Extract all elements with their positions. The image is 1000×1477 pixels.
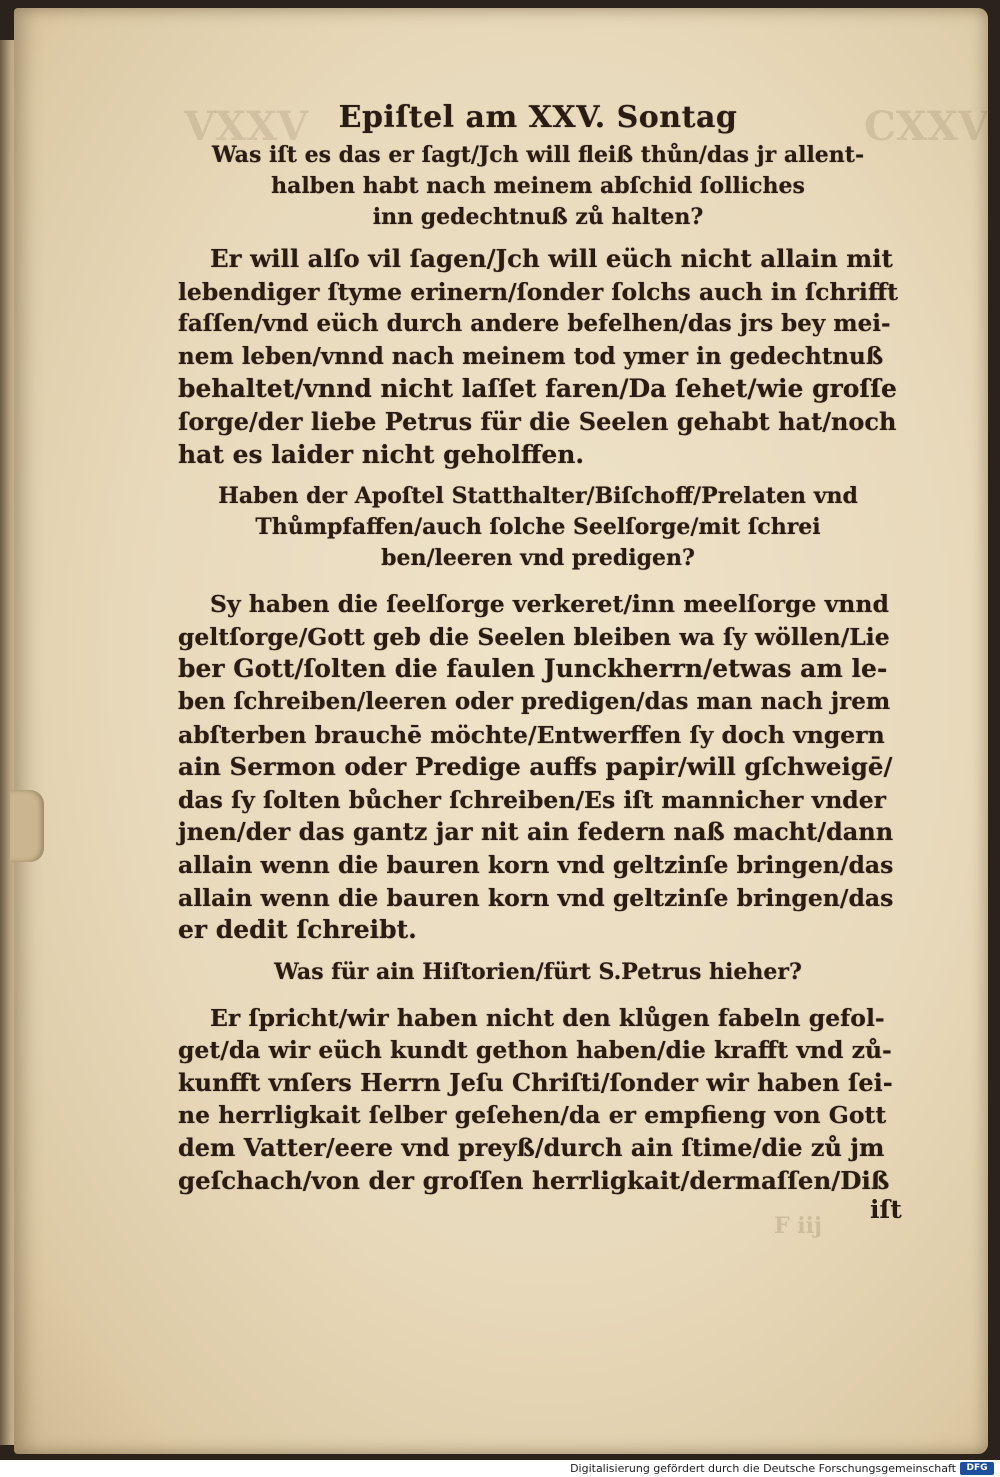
- text-line: Was iſt es das er ſagt/Jch will fleiß thůn/das jr allent-: [211, 142, 865, 168]
- text-line: ain Sermon oder Predige auffs papir/will gſchweigē/: [178, 752, 893, 782]
- text-line: ſorge/der liebe Petrus für die Seelen gehabt hat/noch: [178, 406, 897, 436]
- text-line: hat es laider nicht geholffen.: [178, 439, 585, 469]
- text-line: er dedit ſchreibt.: [178, 915, 417, 945]
- bleed-through-left: VXXV: [184, 103, 309, 150]
- text-line: das ſy ſolten bůcher ſchreiben/Es iſt mannicher vnder: [178, 785, 887, 814]
- text-line: ben ſchreiben/leeren oder predigen/das man nach jrem: [178, 687, 891, 715]
- text-line: Er ſpricht/wir haben nicht den klůgen fabeln gefol-: [210, 1003, 885, 1032]
- question-1: [178, 140, 898, 233]
- page-heading: Epiſtel am XXV. Sontag: [338, 100, 738, 135]
- dfg-logo: DFG: [960, 1462, 994, 1475]
- text-line: abſterben brauchē möchte/Entwerffen ſy doch vngern: [178, 720, 885, 749]
- funding-credit: Digitalisierung gefördert durch die Deutsche Forschungsgemeinschaft: [570, 1462, 956, 1475]
- text-line: ber Gott/ſolten die faulen Junckherrn/etwas am le-: [178, 654, 888, 684]
- page-tab-marker: [10, 790, 44, 862]
- text-line: inn gedechtnuß zů halten?: [372, 204, 704, 230]
- question-2: [178, 481, 898, 574]
- text-line: get/da wir eüch kundt gethon haben/die krafft vnd zů-: [178, 1036, 892, 1065]
- text-line: Er will alſo vil ſagen/Jch will eüch nicht allain mit: [210, 244, 893, 273]
- text-line: lebendiger ſtyme erinern/ſonder ſolchs auch in ſchrifft: [178, 277, 898, 306]
- text-line: Haben der Apoſtel Statthalter/Biſchoff/Prelaten vnd: [218, 483, 858, 510]
- text-line: Sy haben die ſeelſorge verkeret/inn meelſorge vnnd: [210, 590, 889, 619]
- text-line: kunfft vnſers Herrn Jeſu Chriſti/ſonder wir haben ſei-: [178, 1067, 893, 1097]
- answer-2: [178, 588, 898, 947]
- footer-bar: [0, 1460, 1000, 1477]
- text-line: behaltet/vnnd nicht laſſet faren/Da ſehet/wie groſſe: [178, 374, 897, 404]
- question-3: [178, 957, 898, 988]
- text-line: ben/leeren vnd predigen?: [381, 545, 695, 572]
- text-line: allain wenn die bauren korn vnd geltzinſe bringen/das: [178, 883, 894, 912]
- text-line: Was für ain Hiſtorien/fürt S.Petrus hieher?: [274, 958, 802, 985]
- answer-3: [178, 1002, 898, 1198]
- text-line: nem leben/vnnd nach meinem tod ymer in gedechtnuß: [178, 342, 884, 370]
- page-text: [178, 96, 898, 1197]
- text-line: dem Vatter/eere vnd preyß/durch ain ſtime/die zů jm: [178, 1133, 885, 1163]
- bleed-through-signature: F iij: [774, 1213, 822, 1239]
- text-line: allain wenn die bauren korn vnd geltzinſe bringen/das: [178, 850, 894, 879]
- catchword: iſt: [870, 1195, 902, 1224]
- text-line: ne herrligkait ſelber geſehen/da er empfieng von Gott: [178, 1101, 887, 1130]
- text-line: halben habt nach meinem abſchid ſolliches: [271, 173, 805, 199]
- text-line: faſſen/vnd eüch durch andere befelhen/das jrs bey mei-: [178, 310, 891, 338]
- text-line: geſchach/von der groſſen herrligkait/dermaſſen/Diß: [178, 1165, 890, 1195]
- answer-1: [178, 243, 898, 471]
- text-line: Thůmpfaffen/auch ſolche Seelſorge/mit ſchrei: [255, 514, 821, 541]
- text-line: jnen/der das gantz jar nit ain federn naß macht/dann: [178, 817, 894, 847]
- bleed-through-right: CXXV: [864, 103, 989, 150]
- text-line: geltſorge/Gott geb die Seelen bleiben wa ſy wöllen/Lie: [178, 622, 890, 651]
